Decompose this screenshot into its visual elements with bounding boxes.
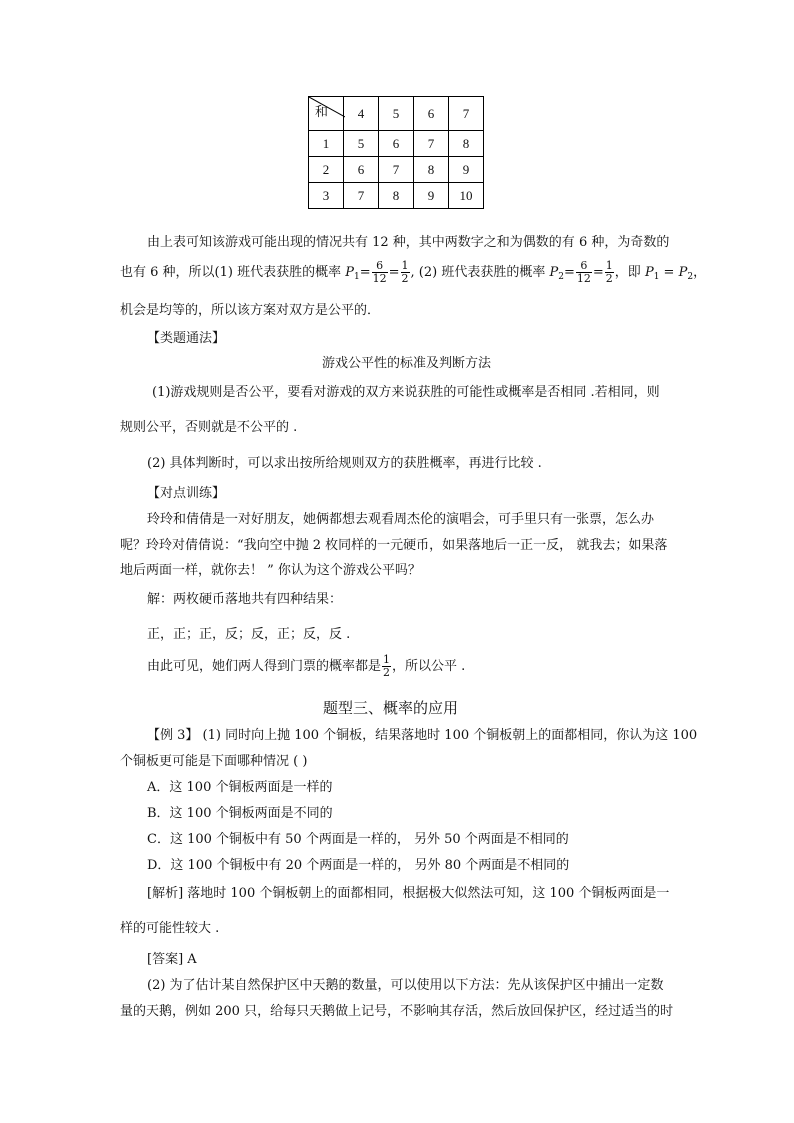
option-c: C．这 100 个铜板中有 50 个两面是一样的， 另外 50 个两面是不相同的	[147, 832, 569, 847]
math-sub: 2	[558, 272, 564, 282]
paragraph-line: 解：两枚硬币落地共有四种结果：	[147, 592, 343, 607]
paragraph-line: 呢？玲玲对倩倩说：“我向空中抛 2 枚同样的一元硬币，如果落地后一正一反， 就我去；如果落	[120, 538, 668, 553]
paragraph-line: 正，正；正，反；反，正；反，反 .	[147, 627, 351, 642]
paragraph-line: 量的天鹅，例如 200 只，给每只天鹅做上记号，不影响其存活，然后放回保护区，经过适当的时	[120, 1004, 674, 1019]
math-sub: 2	[687, 272, 694, 282]
paragraph-line: 个铜板更可能是下面哪种情况 ( )	[120, 754, 308, 769]
math-eq: =	[659, 265, 679, 280]
paragraph-line: 地后两面一样，就你去！ ” 你认为这个游戏公平吗？	[120, 563, 421, 578]
option-a: A．这 100 个铜板两面是一样的	[147, 780, 333, 795]
text-span: ，所以公平 .	[392, 659, 466, 674]
table-cell: 8	[449, 131, 484, 157]
math-sub: 1	[653, 272, 660, 282]
table-header-cell: 7	[449, 97, 484, 131]
paragraph-line: 规则公平，否则就是不公平的 .	[120, 420, 298, 435]
table-cell: 2	[309, 157, 344, 183]
math-var: P	[549, 265, 559, 280]
table-corner-cell	[309, 97, 344, 131]
text-span: , (2) 班代表获胜的概率	[410, 265, 546, 280]
analysis-line: [解析] 落地时 100 个铜板朝上的面都相同，根据极大似然法可知，这 100 个铜板两面是一	[147, 886, 670, 901]
section-heading: 【对点训练】	[147, 486, 226, 501]
math-eq: =	[388, 265, 400, 280]
text-span: ，即	[614, 265, 641, 280]
math-eq: =	[592, 265, 604, 280]
table-cell: 8	[379, 183, 414, 209]
math-var: P	[345, 265, 354, 280]
table-cell: 5	[344, 131, 379, 157]
table-cell: 6	[344, 157, 379, 183]
table-cell: 9	[414, 183, 449, 209]
math-eq: =	[563, 265, 575, 280]
text-span: 由此可见，她们两人得到门票的概率都是	[147, 659, 382, 674]
fraction: $\frac{1}{2}$	[605, 259, 613, 285]
corner-label: 和	[315, 104, 329, 119]
fraction: $\frac{1}{2}$	[383, 653, 391, 679]
text-span: 也有 6 种，所以(1) 班代表获胜的概率	[120, 265, 342, 280]
paragraph-line: (2) 为了估计某自然保护区中天鹅的数量，可以使用以下方法：先从该保护区中捕出一定数	[147, 978, 664, 993]
table-header-cell: 4	[344, 97, 379, 131]
table-cell: 7	[414, 131, 449, 157]
table-cell: 3	[309, 183, 344, 209]
math-var: P	[678, 265, 688, 280]
paragraph-line: (1)游戏规则是否公平，要看对游戏的双方来说获胜的可能性或概率是否相同 .若相同，则	[152, 385, 660, 400]
table-row	[309, 157, 484, 183]
table-cell: 6	[379, 131, 414, 157]
section-title: 游戏公平性的标准及判断方法	[322, 356, 492, 371]
option-d: D．这 100 个铜板中有 20 个两面是一样的， 另外 80 个两面是不相同的	[147, 858, 570, 873]
paragraph-line: 【例 3】 (1) 同时向上抛 100 个铜板，结果落地时 100 个铜板朝上的面都相同，你认为这 100	[147, 728, 698, 743]
section-heading: 【类题通法】	[147, 331, 226, 346]
paragraph-line	[147, 654, 465, 680]
table-cell: 7	[379, 157, 414, 183]
sum-table	[308, 96, 484, 209]
fraction: $\frac{6}{12}$	[576, 259, 591, 285]
table-cell: 1	[309, 131, 344, 157]
table-header-cell: 5	[379, 97, 414, 131]
option-b: B．这 100 个铜板两面是不同的	[147, 806, 333, 821]
table-row	[309, 131, 484, 157]
text-span: ，	[693, 265, 707, 280]
analysis-line: 样的可能性较大 .	[120, 921, 220, 936]
table-cell: 7	[344, 183, 379, 209]
paragraph-line: 由上表可知该游戏可能出现的情况共有 12 种，其中两数字之和为偶数的有 6 种，为奇数的	[147, 235, 670, 250]
answer-line: [答案] A	[147, 952, 197, 967]
probability-line	[120, 260, 706, 290]
section-title: 题型三、概率的应用	[323, 699, 459, 717]
fraction: $\frac{6}{12}$	[372, 259, 387, 285]
table-row	[309, 183, 484, 209]
math-var: P	[644, 265, 654, 280]
math-sub: 1	[353, 272, 360, 282]
table-cell: 9	[449, 157, 484, 183]
fraction: $\frac{1}{2}$	[401, 259, 409, 285]
table-header-row	[309, 97, 484, 131]
paragraph-line: 机会是均等的，所以该方案对双方是公平的．	[120, 303, 381, 318]
table-cell: 8	[414, 157, 449, 183]
table-header-cell: 6	[414, 97, 449, 131]
math-eq: =	[359, 265, 371, 280]
paragraph-line: (2) 具体判断时，可以求出按所给规则双方的获胜概率，再进行比较 .	[147, 456, 542, 471]
paragraph-line: 玲玲和倩倩是一对好朋友，她俩都想去观看周杰伦的演唱会，可手里只有一张票，怎么办	[147, 512, 655, 527]
table-cell: 10	[449, 183, 484, 209]
